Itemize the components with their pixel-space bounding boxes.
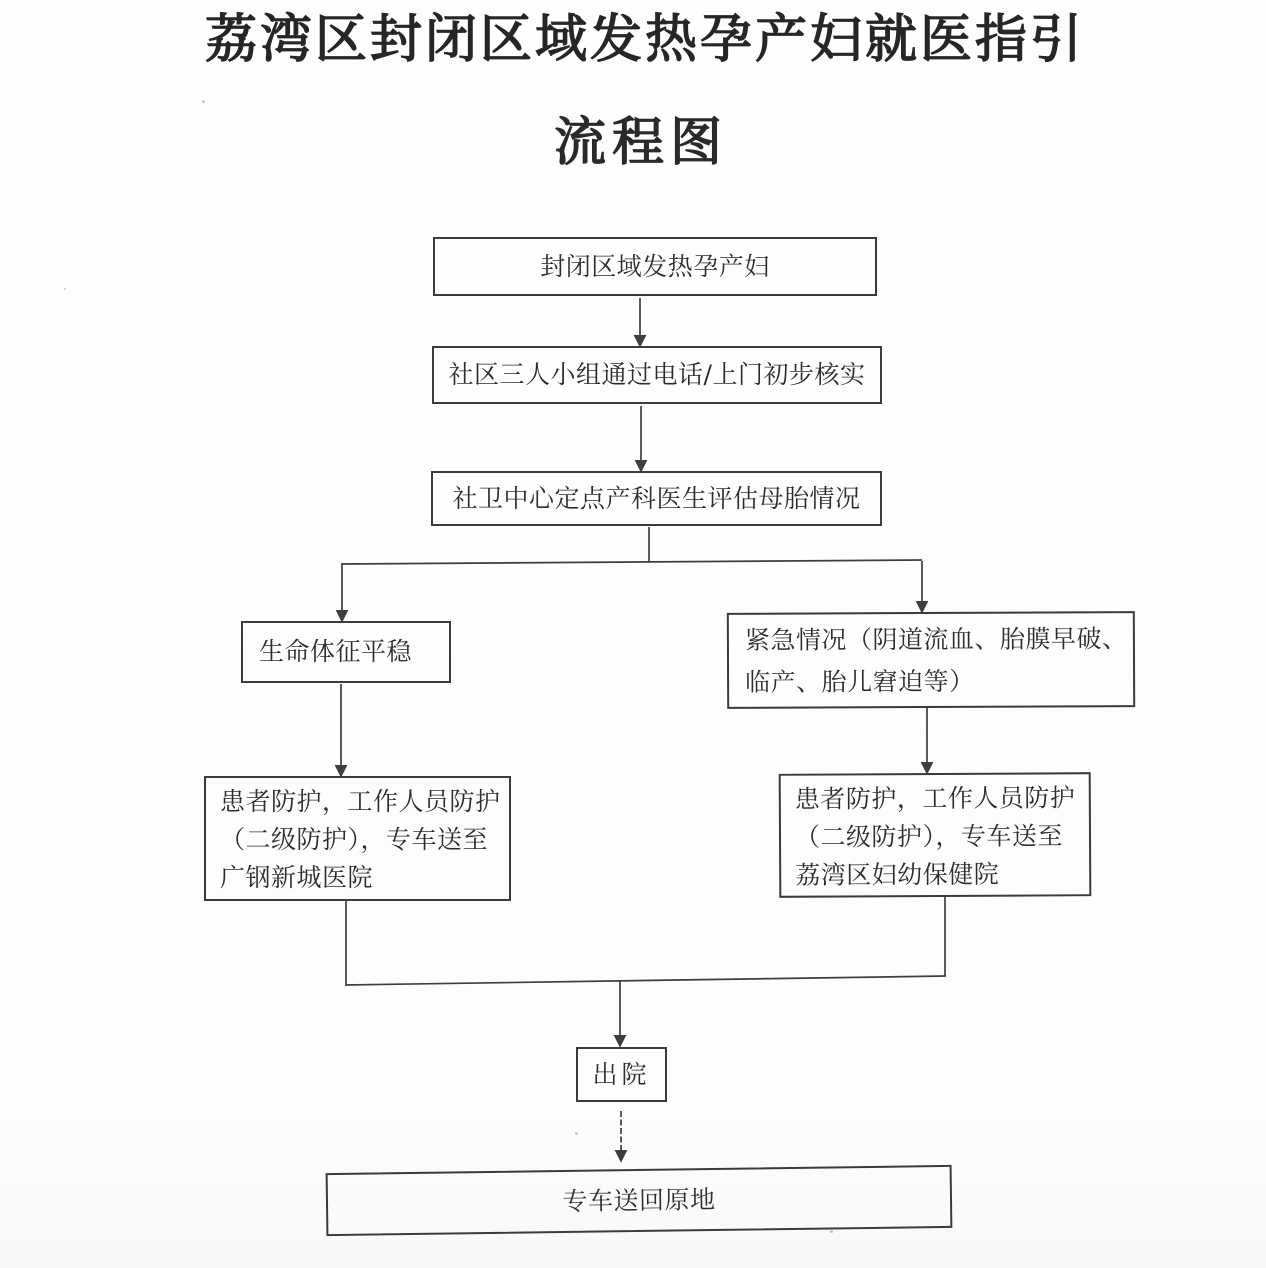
scan-speck [64,288,66,290]
connector-branch-horizontal [342,560,922,564]
connector-merge-horizontal [345,976,946,985]
node-transfer-guanggang [204,776,511,901]
node-text: 封闭区域发热孕产妇 [540,252,770,281]
node-text: 生命体征平稳 [259,637,413,666]
node-text: 出院 [592,1060,651,1089]
node-text: 紧急情况（阴道流血、胎膜早破、 [744,624,1128,655]
node-text: 社区三人小组通过电话/上门初步核实 [448,360,866,389]
node-text: 患者防护，工作人员防护 [794,783,1076,814]
node-text: （二级防护），专车送至 [794,821,1064,852]
node-vitals-stable [241,621,451,683]
scan-speck [830,1230,833,1233]
page-title: 荔湾区封闭区域发热孕产妇就医指引 [204,9,1085,70]
node-discharge [576,1047,667,1102]
node-return-home [326,1165,953,1236]
node-text: 患者防护，工作人员防护 [220,787,501,816]
node-text: 专车送回原地 [562,1184,716,1217]
scan-speck [202,100,205,103]
page-subtitle: 流程图 [553,112,728,173]
node-emergency [727,611,1135,709]
node-fever-patient [433,237,877,296]
node-doctor-assess [431,471,882,526]
node-community-verify [432,346,882,404]
node-transfer-fuyou [779,772,1092,898]
node-text: （二级防护），专车送至 [220,825,489,854]
node-text: 广钢新城医院 [220,863,374,892]
scan-speck [575,1132,578,1135]
node-text: 荔湾区妇幼保健院 [795,859,1000,890]
node-text: 临产、胎儿窘迫等） [745,666,975,697]
node-text: 社卫中心定点产科医生评估母胎情况 [452,484,861,513]
